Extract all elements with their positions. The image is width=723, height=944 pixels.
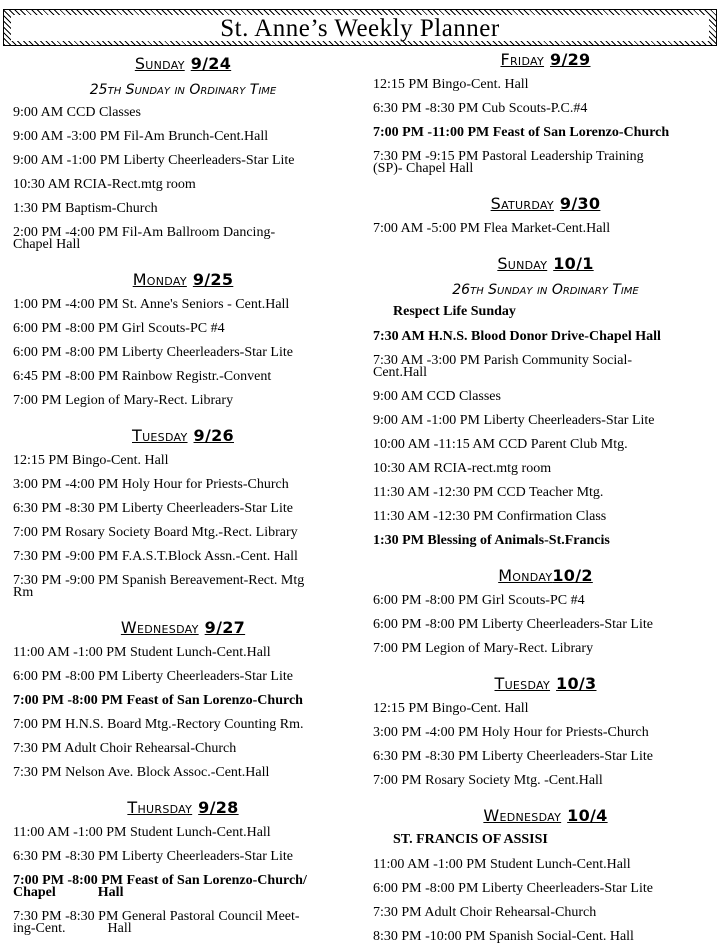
event-text: 12:15 PM Bingo-Cent. Hall [373, 77, 529, 92]
event-item [13, 299, 353, 311]
event-item [13, 575, 353, 599]
event-item [13, 527, 353, 539]
event-item [373, 595, 718, 607]
event-text-continued: Cent.Hall [373, 365, 428, 380]
event-item [13, 179, 353, 191]
day-name: Thursday [127, 798, 193, 817]
event-item [373, 415, 718, 427]
day-name: Monday [132, 270, 187, 289]
event-item [373, 643, 718, 655]
event-item [373, 391, 718, 403]
event-item [373, 511, 718, 523]
day-header [13, 798, 353, 817]
event-text: 1:30 PM Blessing of Animals-St.Francis [373, 533, 610, 548]
event-text: 1:00 PM -4:00 PM St. Anne's Seniors - Cent.Hall [13, 297, 290, 312]
event-text: 9:00 AM CCD Classes [13, 105, 141, 120]
event-item [373, 883, 718, 895]
event-text: 7:30 PM -8:30 PM General Pastoral Council Meet- [13, 909, 300, 924]
event-text: 12:15 PM Bingo-Cent. Hall [373, 701, 529, 716]
event-text: 10:30 AM RCIA-rect.mtg room [373, 461, 552, 476]
event-text: 6:00 PM -8:00 PM Liberty Cheerleaders-Star Lite [373, 881, 653, 896]
event-item [13, 719, 353, 731]
event-text: 11:30 AM -12:30 PM Confirmation Class [373, 509, 607, 524]
event-item [13, 323, 353, 335]
event-text: 6:00 PM -8:00 PM Girl Scouts-PC #4 [13, 321, 225, 336]
event-text: 7:00 PM -8:00 PM Feast of San Lorenzo-Church/ [13, 873, 307, 888]
day-header [373, 50, 718, 69]
event-item [373, 151, 718, 175]
day-note: ST. FRANCIS OF ASSISI [393, 832, 548, 847]
day-date: 10/1 [553, 254, 594, 273]
event-item [373, 931, 718, 943]
event-item [13, 671, 353, 683]
event-text-continued: Chapel Hall [13, 885, 124, 900]
event-item [373, 463, 718, 475]
event-item [13, 155, 353, 167]
event-item [13, 479, 353, 491]
day-date: 9/24 [190, 54, 232, 73]
day-note: Respect Life Sunday [393, 304, 516, 319]
event-text: 7:00 PM -11:00 PM Feast of San Lorenzo-Church [373, 125, 670, 140]
event-item [13, 875, 353, 899]
event-item [373, 355, 718, 379]
event-item [13, 503, 353, 515]
day-header [373, 194, 718, 213]
day-date: 10/2 [552, 566, 593, 585]
day-date: 9/27 [204, 618, 246, 637]
event-text: 9:00 AM -3:00 PM Fil-Am Brunch-Cent.Hall [13, 129, 269, 144]
day-name: Sunday [134, 54, 185, 73]
event-text: 7:30 PM Nelson Ave. Block Assoc.-Cent.Hall [13, 765, 270, 780]
event-text: 10:30 AM RCIA-Rect.mtg room [13, 177, 196, 192]
page-title: St. Anne’s Weekly Planner [220, 14, 500, 42]
event-text: 6:30 PM -8:30 PM Liberty Cheerleaders-Star Lite [13, 849, 293, 864]
event-text: 11:30 AM -12:30 PM CCD Teacher Mtg. [373, 485, 604, 500]
event-item [13, 767, 353, 779]
title-banner [3, 9, 717, 46]
event-item [373, 703, 718, 715]
event-item [13, 395, 353, 407]
event-item [373, 331, 718, 343]
event-item [373, 487, 718, 499]
day-subtitle: 25th Sunday in Ordinary Time [89, 82, 277, 98]
event-text: 7:00 AM -5:00 PM Flea Market-Cent.Hall [373, 221, 611, 236]
event-item [13, 455, 353, 467]
event-item [13, 695, 353, 707]
event-item [13, 551, 353, 563]
day-name: Tuesday [132, 426, 188, 445]
day-name: Saturday [490, 194, 554, 213]
event-text: 7:00 PM Legion of Mary-Rect. Library [373, 641, 594, 656]
event-item [373, 223, 718, 235]
event-text: 9:00 AM CCD Classes [373, 389, 501, 404]
event-text: 10:00 AM -11:15 AM CCD Parent Club Mtg. [373, 437, 628, 452]
event-text-continued: (SP)- Chapel Hall [373, 161, 474, 176]
event-item [373, 619, 718, 631]
event-text: 6:45 PM -8:00 PM Rainbow Registr.-Convent [13, 369, 272, 384]
event-text: 8:30 PM -10:00 PM Spanish Social-Cent. Hall [373, 929, 634, 944]
day-name: Wednesday [483, 806, 562, 825]
event-item [373, 727, 718, 739]
event-item [13, 227, 353, 251]
event-item [13, 203, 353, 215]
event-text: 3:00 PM -4:00 PM Holy Hour for Priests-Church [373, 725, 649, 740]
day-date: 10/4 [567, 806, 608, 825]
event-item [13, 107, 353, 119]
event-item [373, 775, 718, 787]
event-item [373, 103, 718, 115]
event-text: 7:30 PM Adult Choir Rehearsal-Church [373, 905, 597, 920]
day-header [13, 426, 353, 445]
event-text: 11:00 AM -1:00 PM Student Lunch-Cent.Hall [13, 825, 271, 840]
event-text: 6:30 PM -8:30 PM Liberty Cheerleaders-Star Lite [373, 749, 653, 764]
day-date: 9/30 [559, 194, 601, 213]
day-header [13, 618, 353, 637]
event-item [13, 911, 353, 935]
day-header [13, 54, 353, 73]
event-text: 7:00 PM H.N.S. Board Mtg.-Rectory Counting Rm. [13, 717, 304, 732]
event-text: 12:15 PM Bingo-Cent. Hall [13, 453, 169, 468]
event-text: 7:30 PM Adult Choir Rehearsal-Church [13, 741, 237, 756]
event-item [13, 827, 353, 839]
day-subtitle: 26th Sunday in Ordinary Time [452, 282, 639, 298]
day-header [373, 674, 718, 693]
event-text: 7:00 PM Rosary Society Mtg. -Cent.Hall [373, 773, 603, 788]
day-date: 9/28 [198, 798, 239, 817]
event-text: 6:00 PM -8:00 PM Liberty Cheerleaders-Star Lite [373, 617, 653, 632]
day-header [373, 254, 718, 273]
event-item [13, 851, 353, 863]
event-item [373, 127, 718, 139]
event-text: 7:30 PM -9:00 PM Spanish Bereavement-Rect. Mtg [13, 573, 305, 588]
event-item [373, 535, 718, 547]
event-text: 7:00 PM -8:00 PM Feast of San Lorenzo-Church [13, 693, 303, 708]
event-text: 7:00 PM Legion of Mary-Rect. Library [13, 393, 234, 408]
event-item [13, 347, 353, 359]
event-item [373, 907, 718, 919]
day-date: 10/3 [556, 674, 597, 693]
event-text: 6:00 PM -8:00 PM Liberty Cheerleaders-Star Lite [13, 345, 293, 360]
event-text: 9:00 AM -1:00 PM Liberty Cheerleaders-Star Lite [373, 413, 655, 428]
day-header [13, 270, 353, 289]
day-date: 9/29 [550, 50, 591, 69]
event-text: 7:30 PM -9:15 PM Pastoral Leadership Training [373, 149, 644, 164]
event-item [13, 371, 353, 383]
event-text: 7:30 AM -3:00 PM Parish Community Social- [373, 353, 633, 368]
event-text: 3:00 PM -4:00 PM Holy Hour for Priests-Church [13, 477, 289, 492]
event-item [13, 131, 353, 143]
day-name: Monday [498, 566, 553, 585]
day-name: Wednesday [120, 618, 199, 637]
event-text: 11:00 AM -1:00 PM Student Lunch-Cent.Hall [373, 857, 631, 872]
title-banner-inner [11, 15, 709, 41]
event-text: 6:00 PM -8:00 PM Liberty Cheerleaders-Star Lite [13, 669, 293, 684]
event-item [13, 647, 353, 659]
event-item [373, 79, 718, 91]
event-text: 7:00 PM Rosary Society Board Mtg.-Rect. Library [13, 525, 298, 540]
day-header [373, 806, 718, 825]
event-text: 2:00 PM -4:00 PM Fil-Am Ballroom Dancing- [13, 225, 276, 240]
day-name: Friday [500, 50, 545, 69]
event-text-continued: ing-Cent. Hall [13, 921, 132, 936]
event-item [373, 439, 718, 451]
event-text-continued: Rm [13, 585, 34, 600]
day-date: 9/26 [193, 426, 234, 445]
event-text: 7:30 AM H.N.S. Blood Donor Drive-Chapel Hall [373, 329, 661, 344]
event-text: 6:00 PM -8:00 PM Girl Scouts-PC #4 [373, 593, 585, 608]
event-text: 6:30 PM -8:30 PM Cub Scouts-P.C.#4 [373, 101, 588, 116]
event-item [13, 743, 353, 755]
day-name: Sunday [497, 254, 548, 273]
event-text: 9:00 AM -1:00 PM Liberty Cheerleaders-Star Lite [13, 153, 295, 168]
day-name: Tuesday [494, 674, 551, 693]
event-item [373, 859, 718, 871]
event-text: 7:30 PM -9:00 PM F.A.S.T.Block Assn.-Cent. Hall [13, 549, 298, 564]
event-text: 1:30 PM Baptism-Church [13, 201, 158, 216]
day-header [373, 566, 718, 585]
event-text-continued: Chapel Hall [13, 237, 81, 252]
event-text: 6:30 PM -8:30 PM Liberty Cheerleaders-Star Lite [13, 501, 293, 516]
event-item [373, 751, 718, 763]
event-text: 11:00 AM -1:00 PM Student Lunch-Cent.Hall [13, 645, 271, 660]
day-date: 9/25 [192, 270, 234, 289]
